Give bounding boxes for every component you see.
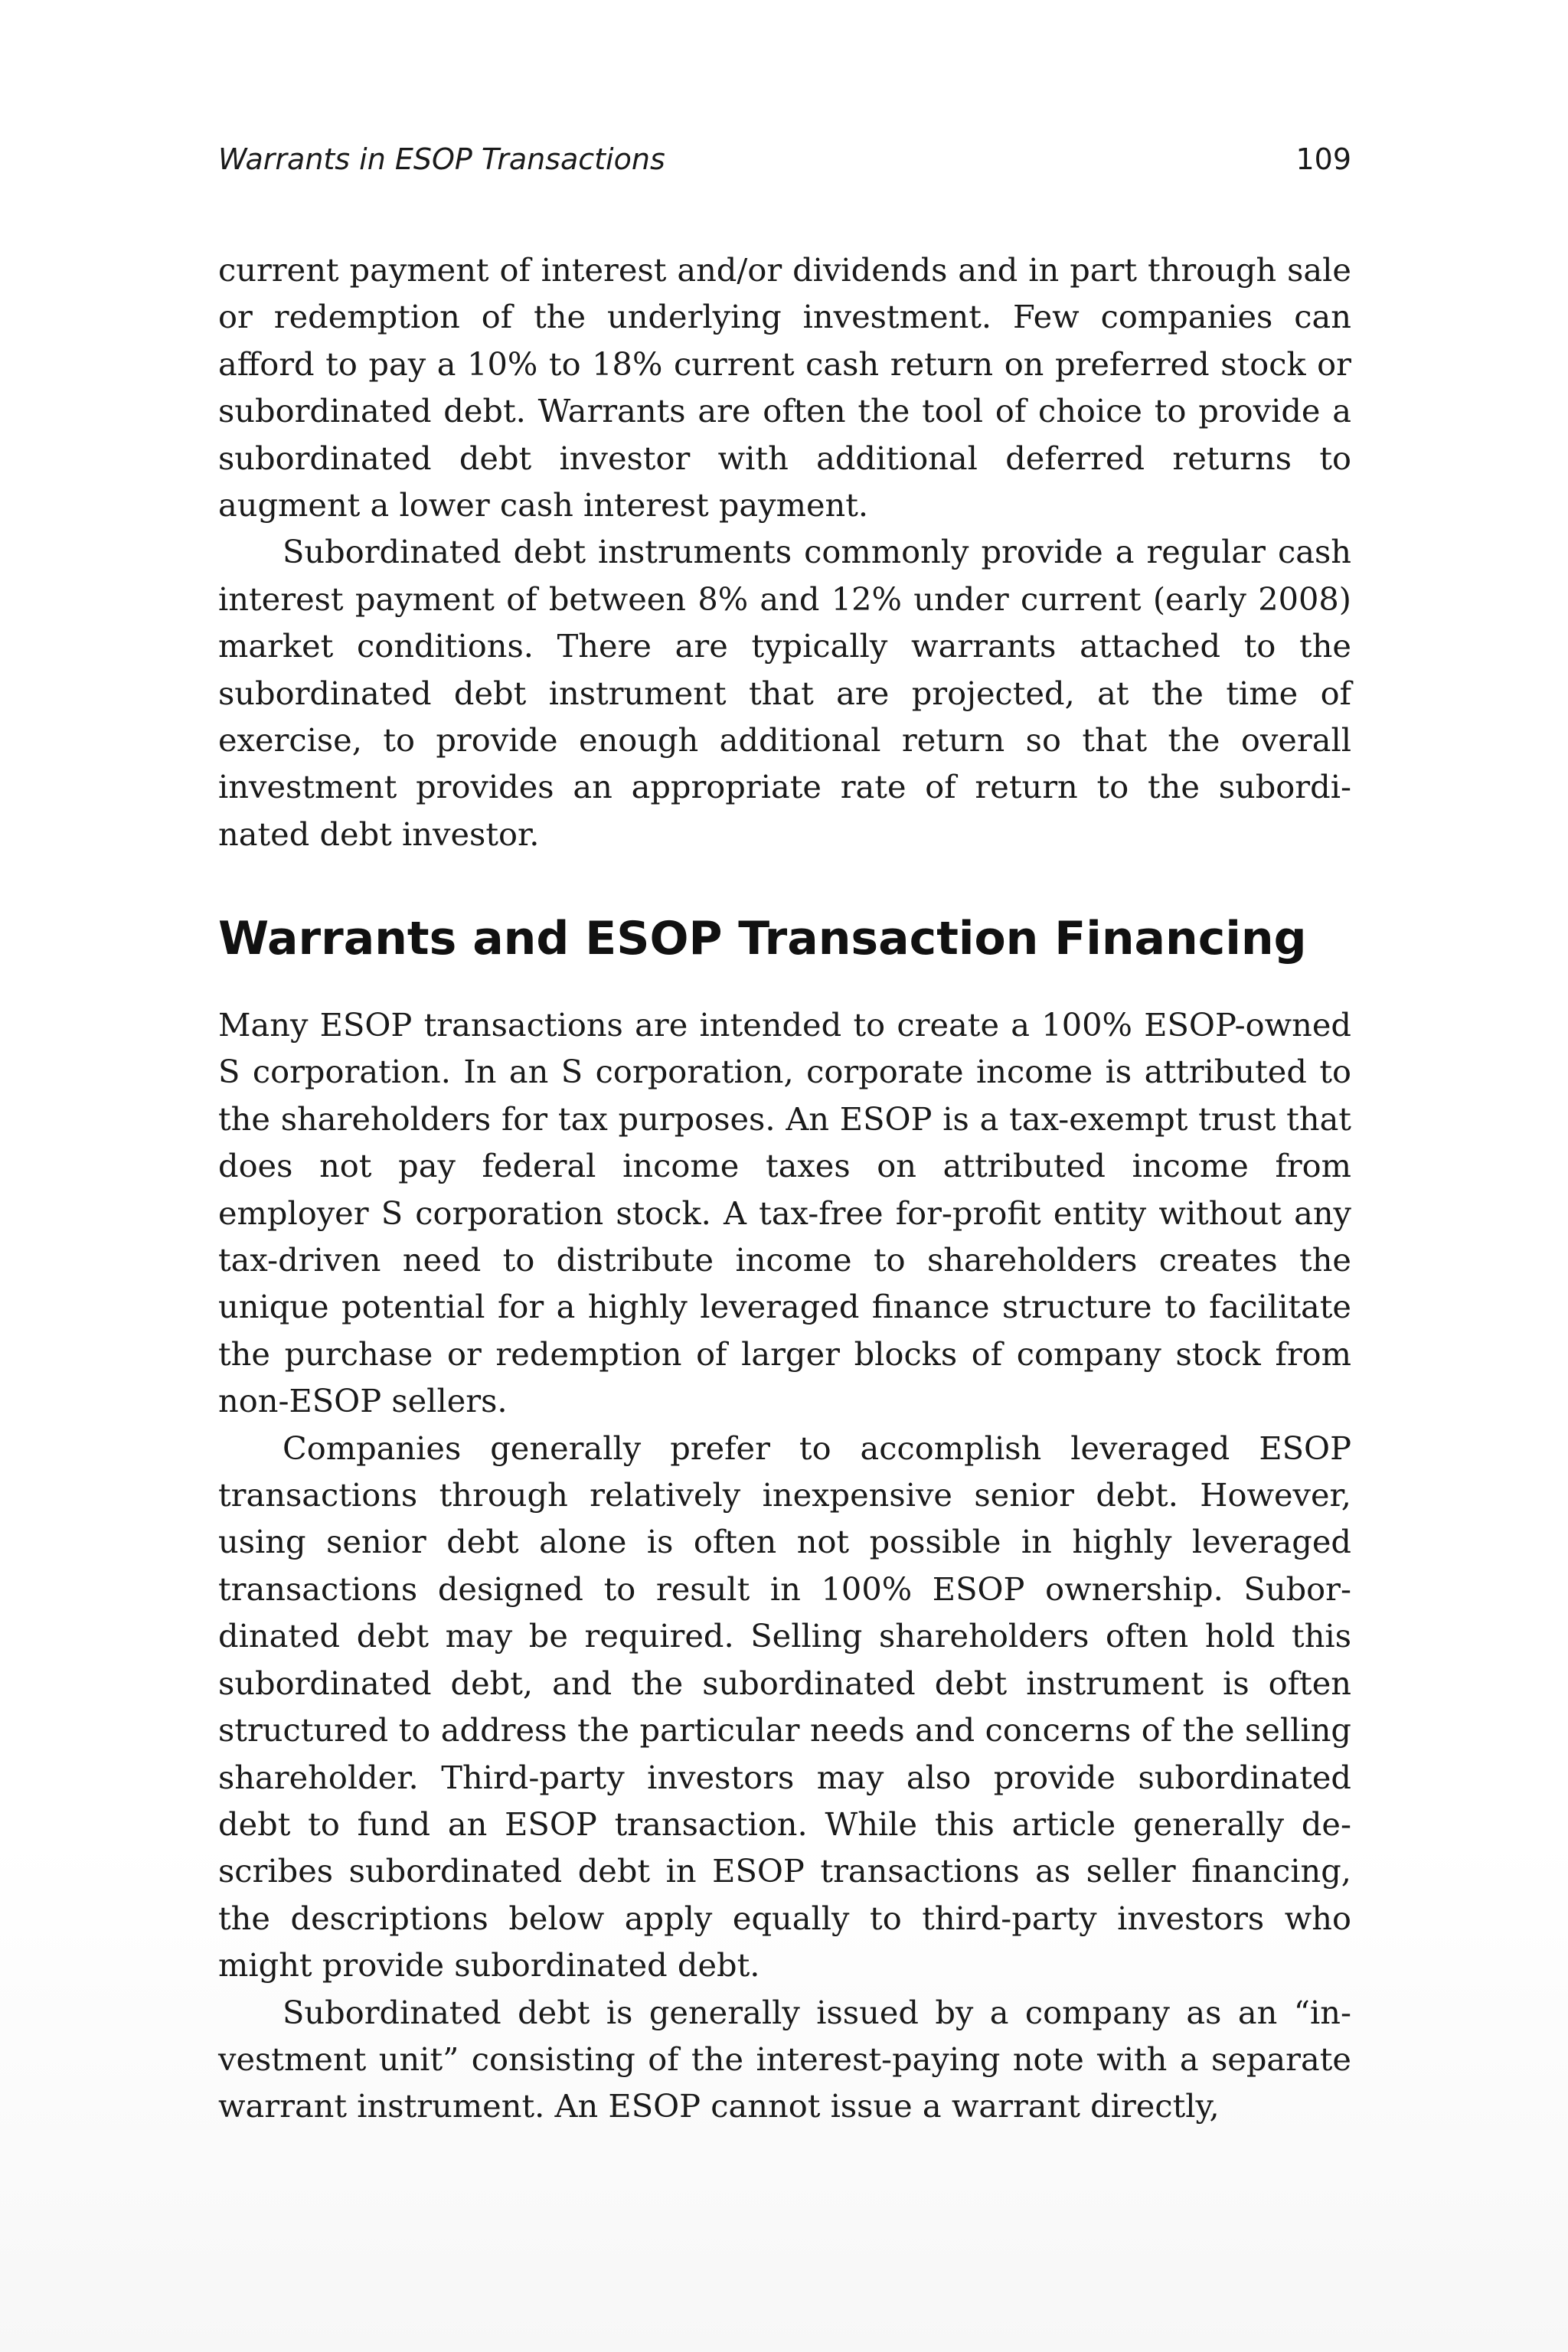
section-text-block — [218, 1001, 1351, 2130]
body-paragraph: Subordinated debt is generally issued by a company as an “investment unit” consisting of the interest-paying note with a separate warrant instrument. An ESOP cannot issue a warrant directly, — [218, 1993, 1351, 2125]
page-number: 109 — [1295, 142, 1351, 176]
body-paragraph: Many ESOP transactions are intended to create a 100% ESOP-owned S corporation. In an S corporation, corporate income is attributed to the shareholders for tax purposes. An ESOP is a tax-exempt trust that does not pay federal income taxes on attributed income from employer S corporation stock. A tax-free for-profit entity without any tax-driven need to distribute income to shareholders creates the unique potential for a highly leveraged finance structure to facilitate the purchase or redemption of larger blocks of company stock from non-ESOP sellers. — [218, 1006, 1351, 1420]
body-paragraph: Subordinated debt instruments commonly provide a regular cash interest payment of between 8% and 12% under current (early 2008) market conditions. There are typically warrants attached to the subordinated debt instrument that are projected, at the time of exercise, to provide enough additional return so that the overall investment provides an appropriate rate of return to the subordinated debt investor. — [218, 533, 1351, 853]
running-head — [218, 142, 1351, 185]
body-paragraph: Companies generally prefer to accomplish leveraged ESOP transactions through relatively inexpensive senior debt. However, using senior debt alone is often not possible in highly leveraged transactions designed to result in 100% ESOP ownership. Subordinated debt may be required. Selling shareholders often hold this subordinated debt, and the subordinated debt instrument is often structured to address the particular needs and concerns of the selling shareholder. Third-party investors may also provide subordinated debt to fund an ESOP transaction. While this article generally describes subordinated debt in ESOP transactions as seller financing, the descriptions below apply equally to third-party investors who might provide subordinated debt. — [218, 1429, 1351, 1984]
section-heading: Warrants and ESOP Transaction Financing — [218, 912, 1307, 965]
body-paragraph: current payment of interest and/or dividends and in part through sale or redemption of the underlying investment. Few companies can afford to pay a 10% to 18% current cash return on preferred stock or subordinated debt. Warrants are often the tool of choice to provide a subordinated debt investor with additional deferred returns to augment a lower cash interest payment. — [218, 251, 1351, 524]
running-title: Warrants in ESOP Transactions — [218, 142, 665, 176]
intro-text-block — [218, 247, 1351, 858]
